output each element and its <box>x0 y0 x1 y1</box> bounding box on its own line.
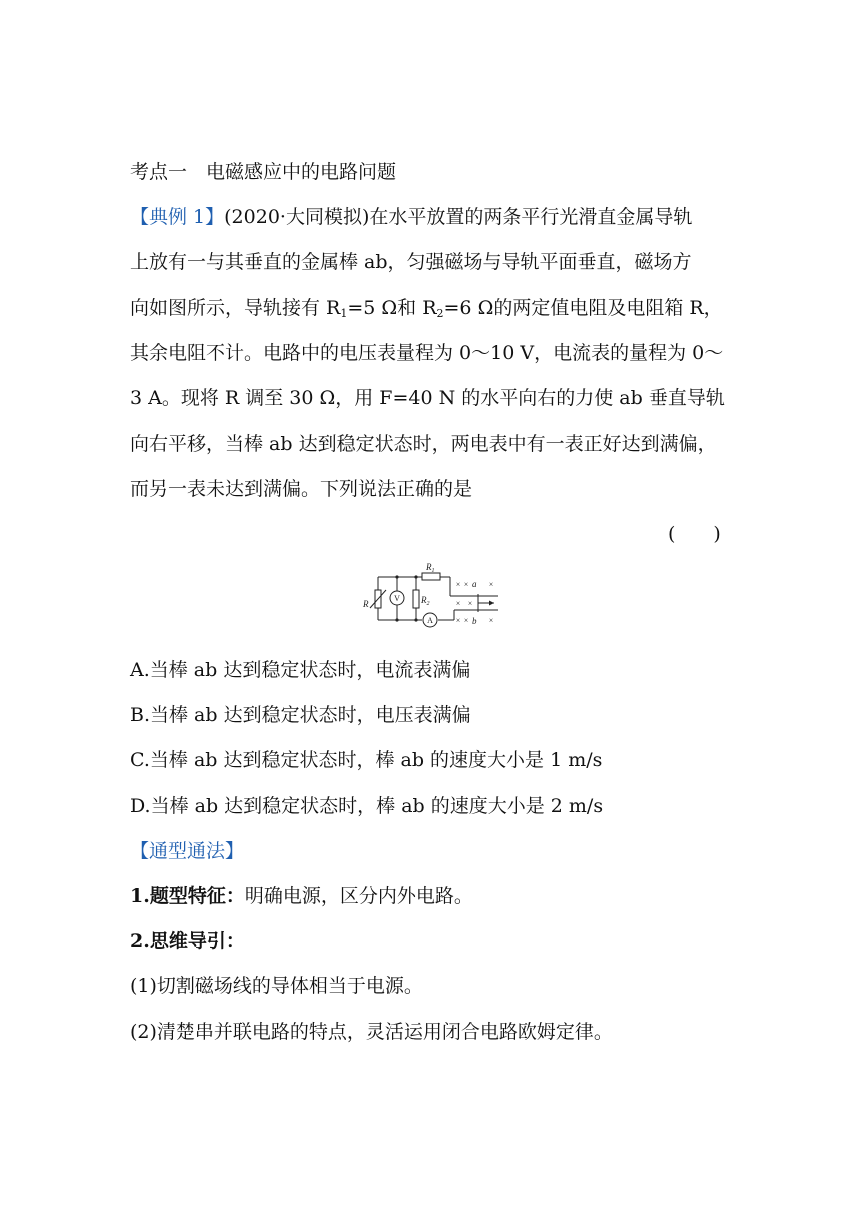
point-2-label: 2.思维导引： <box>130 930 245 952</box>
section-title: 考点一 电磁感应中的电路问题 <box>130 161 397 183</box>
example-text-1: (2020·大同模拟)在水平放置的两条平行光滑直金属导轨 <box>224 206 693 228</box>
example-line-1 <box>130 203 692 231</box>
example-line-2: 上放有一与其垂直的金属棒 ab，匀强磁场与导轨平面垂直，磁场方 <box>130 251 692 273</box>
sub-point-2: (2)清楚串并联电路的特点，灵活运用闭合电路欧姆定律。 <box>130 1021 613 1043</box>
option-b: B.当棒 ab 达到稳定状态时，电压表满偏 <box>130 704 471 726</box>
example-line-5: 3 A。现将 R 调至 30 Ω，用 F=40 N 的水平向右的力使 ab 垂直导轨 <box>130 387 725 409</box>
option-a: A.当棒 ab 达到稳定状态时，电流表满偏 <box>130 659 471 681</box>
text-seg: =5 Ω和 R <box>347 297 437 319</box>
example-tag: 【典例 1】 <box>130 206 225 228</box>
option-c: C.当棒 ab 达到稳定状态时，棒 ab 的速度大小是 1 m/s <box>130 749 603 771</box>
answer-bracket: ( ) <box>668 523 721 545</box>
cross-mark: × <box>463 580 469 589</box>
text-seg: 向如图所示，导轨接有 R <box>130 297 341 319</box>
b-label: b <box>472 616 477 626</box>
method-tag: 【通型通法】 <box>130 840 245 862</box>
cross-mark: × <box>488 616 494 625</box>
r-label: R <box>363 599 369 609</box>
example-line-4: 其余电阻不计。电路中的电压表量程为 0～10 V，电流表的量程为 0～ <box>130 342 724 364</box>
cross-mark: × <box>467 599 473 608</box>
example-line-6: 向右平移，当棒 ab 达到稳定状态时，两电表中有一表正好达到满偏， <box>130 433 717 455</box>
sub-point-1: (1)切割磁场线的导体相当于电源。 <box>130 975 423 997</box>
circuit-diagram <box>360 560 510 632</box>
option-d: D.当棒 ab 达到稳定状态时，棒 ab 的速度大小是 2 m/s <box>130 795 604 817</box>
a-label: a <box>472 579 477 589</box>
cross-mark: × <box>488 580 494 589</box>
point-1 <box>130 882 473 910</box>
ammeter-label: A <box>427 616 433 625</box>
subscript: 1 <box>340 307 348 320</box>
example-line-3 <box>130 294 723 328</box>
r2-label: $R_2$ <box>421 595 430 607</box>
point-1-label: 1.题型特征： <box>130 885 245 907</box>
r1-label: $R_1$ <box>426 562 435 574</box>
cross-mark: × <box>455 580 461 589</box>
voltmeter-label: V <box>394 594 400 603</box>
cross-mark: × <box>463 616 469 625</box>
r2-resistor <box>413 590 419 608</box>
cross-mark: × <box>455 616 461 625</box>
example-line-7: 而另一表未达到满偏。下列说法正确的是 <box>130 478 473 500</box>
text-seg: =6 Ω的两定值电阻及电阻箱 R， <box>443 297 723 319</box>
point-1-text: 明确电源，区分内外电路。 <box>244 885 473 907</box>
subscript: 2 <box>436 307 444 320</box>
cross-mark: × <box>455 599 461 608</box>
r1-resistor <box>422 573 440 580</box>
